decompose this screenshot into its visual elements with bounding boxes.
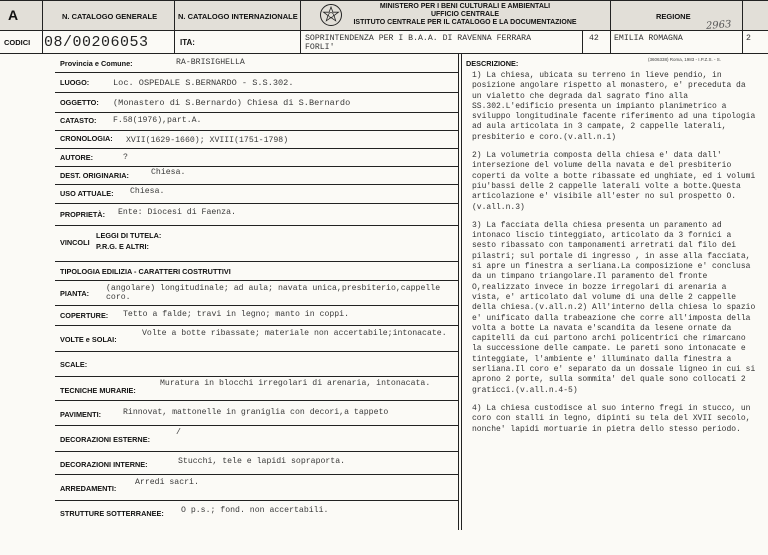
leggi-tutela-label: LEGGI DI TUTELA: (96, 231, 162, 240)
regione-label: REGIONE (656, 12, 691, 21)
uso-attuale-value: Chiesa. (130, 187, 165, 196)
autore-label: AUTORE: (60, 153, 94, 162)
oggetto-label: OGGETTO: (60, 98, 99, 107)
luogo-label: LUOGO: (60, 78, 90, 87)
volte-solai-label: VOLTE e SOLAI: (60, 335, 117, 344)
soprintendenza-value-2: FORLI' (305, 43, 335, 52)
soprintendenza-value: SOPRINTENDENZA PER I B.A.A. DI RAVENNA FERRARA (305, 34, 532, 43)
tecniche-murarie-value: Muratura in blocchi irregolari di arenaria, intonacata. (160, 379, 431, 388)
pianta-value-1: (angolare) longitudinale; ad aula; navata unica,presbiterio,cappelle (106, 284, 441, 293)
n-catalogo-internazionale-label: N. CATALOGO INTERNAZIONALE (178, 12, 298, 21)
pianta-value-2: coro. (106, 293, 131, 302)
print-note: (3606338) Roma, 1983 - I.P.Z.S. - S. (648, 57, 721, 62)
autore-value: ? (123, 153, 128, 162)
pavimenti-value: Rinnovat, mattonelle in graniglia con decori,a tappeto (123, 408, 389, 417)
cronologia-value: XVII(1629-1660); XVIII(1751-1798) (126, 136, 289, 145)
tecniche-murarie-label: TECNICHE MURARIE: (60, 386, 136, 395)
code-42: 42 (589, 34, 599, 43)
coperture-label: COPERTURE: (60, 311, 109, 320)
ministry-line-2: UFFICIO CENTRALE (430, 11, 500, 18)
pianta-label: PIANTA: (60, 289, 90, 298)
luogo-value: Loc. OSPEDALE S.BERNARDO - S.S.302. (113, 78, 294, 88)
descrizione-paragraph-2: 2) La volumetria composta della chiesa e' data dall' intersezione del volume della navata e del presbiterio coperti da volte a botte ribassate ed unghiate, ed i volumi piu'bassi delle 2 cappelle laterali volte a botte.Questa articolazione e' visibile all'ester no sul prospetto O.(v.all.n.3) (472, 151, 756, 212)
ministry-line-3: ISTITUTO CENTRALE PER IL CATALOGO E LA DOCUMENTAZIONE (353, 19, 577, 26)
descrizione-paragraph-1: 1) La chiesa, ubicata su terreno in lieve pendio, in posizione angolare rispetto al monastero, e' preceduta da un vialetto che degrada dal sagrato fino alla SS.302.L'edificio presenta un impianto planimetrico a sviluppo longitudinale facente riferimento ad una tipologia ad aula articolata in 3 campate, 2 cappelle laterali, presbiterio e coro.(v.all.n.1) (472, 71, 756, 142)
uso-attuale-label: USO ATTUALE: (60, 189, 114, 198)
arredamenti-value: Arredi sacri. (135, 478, 199, 487)
descrizione-text (472, 71, 756, 443)
n-catalogo-generale-label: N. CATALOGO GENERALE (62, 12, 158, 21)
arredamenti-label: ARREDAMENTI: (60, 484, 117, 493)
codice-value: 08/00206053 (44, 34, 149, 51)
decorazioni-interne-value: Stucchi, tele e lapidi sopraporta. (178, 457, 346, 466)
decorazioni-interne-label: DECORAZIONI INTERNE: (60, 460, 148, 469)
ministry-line-1: MINISTERO PER I BENI CULTURALI E AMBIENTALI (379, 3, 551, 10)
strutture-sotterranee-value: O p.s.; fond. non accertabili. (181, 506, 329, 515)
descrizione-paragraph-3: 3) La facciata della chiesa presenta un paramento ad intonaco liscio tinteggiato, articolato da 3 fornici a sesto ribassato con tamponamenti arretrati dal filo dei pilastri; sul portale di ingresso , in asse alla facciata, si apre un finestra a serliana.La composizione e' conclusa da un timpano triangolare.Il paramento del fronte O,realizzato invece in bozze irregolari di arenaria a vista, e' articolato dal volume di una delle 2 cappelle della chiesa.(v.all.n.2) All'interno della chiesa lo spazio e' unificato dalla trabeazione che corre all'imposta della volta a botte La navata e'scandita da lesene ornate da capitelli da cui partono archi policentrici che rimarcano la successione delle campate. Le pareti sono intonacate e tinteggiate, l'ambiente e' illuminato dalla finestra a serliana.Il coro e' separato da un dossale ligneo in cui si aprono 2 porte, sulla sommita' del quale sono collocati 2 graticci.(v.all.n.4-5) (472, 220, 756, 395)
catasto-label: CATASTO: (60, 116, 97, 125)
codici-label: CODICI (4, 38, 31, 47)
coperture-value: Tetto a falde; travi in legno; manto in coppi. (123, 310, 350, 319)
scheda-letter: A (8, 7, 19, 23)
strutture-sotterranee-label: STRUTTURE SOTTERRANEE: (60, 509, 164, 518)
tipologia-label: TIPOLOGIA EDILIZIA - CARATTERI COSTRUTTIVI (60, 267, 231, 276)
descrizione-label: DESCRIZIONE: (466, 59, 519, 68)
dest-originaria-value: Chiesa. (151, 168, 186, 177)
handwritten-number: 2963 (705, 19, 732, 32)
ita-label: ITA: (180, 38, 195, 47)
cronologia-label: CRONOLOGIA: (60, 134, 113, 143)
proprieta-label: PROPRIETÀ: (60, 210, 105, 219)
regione-value: EMILIA ROMAGNA (614, 34, 683, 43)
code-2: 2 (746, 34, 751, 43)
scale-label: SCALE: (60, 360, 88, 369)
prg-label: P.R.G. E ALTRI: (96, 242, 149, 251)
decorazioni-esterne-value: / (176, 428, 181, 437)
decorazioni-esterne-label: DECORAZIONI ESTERNE: (60, 435, 150, 444)
vincoli-label: VINCOLI (60, 238, 90, 247)
provincia-value: RA-BRISIGHELLA (176, 58, 245, 67)
oggetto-value: (Monastero di S.Bernardo) Chiesa di S.Bernardo (113, 98, 351, 108)
volte-solai-value: Volte a botte ribassate; materiale non accertabile;intonacate. (142, 329, 447, 338)
catasto-value: F.58(1976),part.A. (113, 116, 202, 125)
pavimenti-label: PAVIMENTI: (60, 410, 102, 419)
descrizione-paragraph-4: 4) La chiesa custodisce al suo interno fregi in stucco, un coro con stalli in legno, dipinti su tela del XVII secolo, nonche' lapidi mortuarie in pietra dello stesso periodo. (472, 403, 751, 434)
provincia-label: Provincia e Comune: (60, 59, 133, 68)
proprieta-value: Ente: Diocesi di Faenza. (118, 208, 236, 217)
dest-originaria-label: DEST. ORIGINARIA: (60, 171, 129, 180)
